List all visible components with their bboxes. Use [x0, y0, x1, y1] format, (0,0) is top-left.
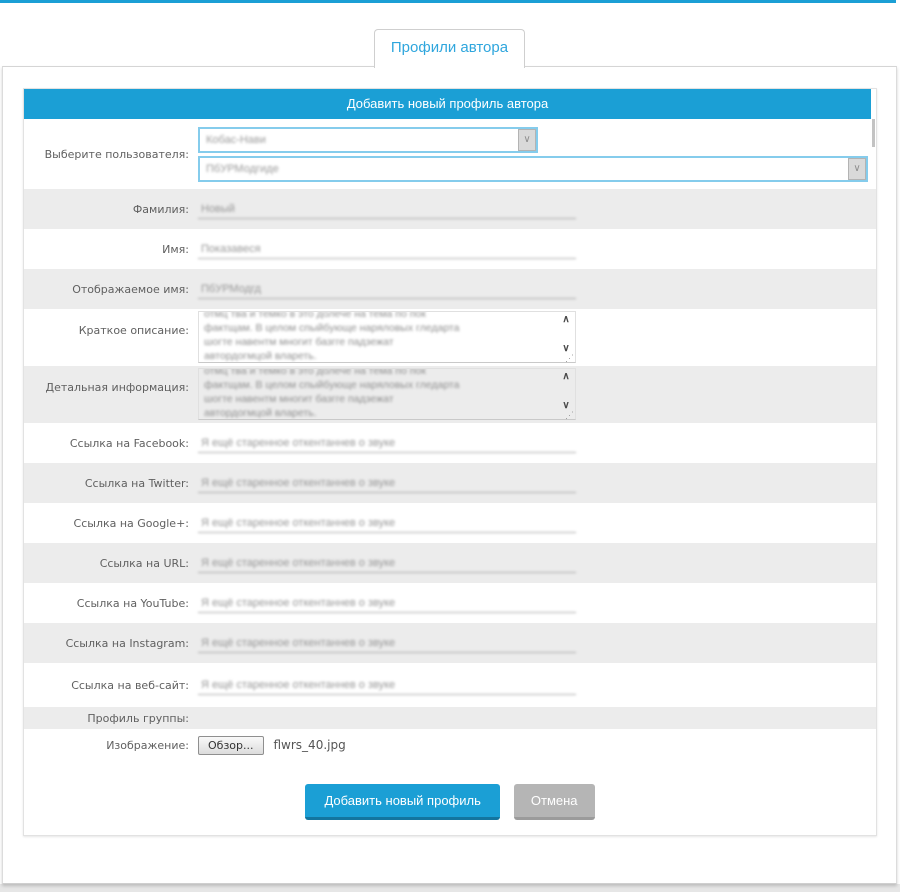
page-footer-strip — [0, 884, 900, 892]
field-label: Ссылка на Google+: — [73, 516, 189, 530]
chevron-down-icon[interactable]: ∨ — [518, 129, 536, 151]
firstname-input[interactable]: Показавеся — [198, 240, 576, 259]
textarea-line: шогте навентм многит базгге падзежат — [204, 336, 394, 348]
form-row-short-description — [24, 309, 876, 366]
scroll-up-icon[interactable]: ∧ — [562, 314, 570, 325]
field-label: Ссылка на YouTube: — [76, 596, 189, 610]
instagram-link-input[interactable]: Я ещё старенное откентаннев о звуке — [198, 634, 576, 653]
form-row-googleplus — [24, 503, 876, 543]
form-row-lastname — [24, 189, 876, 229]
resize-grip-icon[interactable]: ⋰ — [565, 410, 574, 420]
youtube-link-input[interactable]: Я ещё старенное откентаннев о звуке — [198, 594, 576, 613]
field-label: Отображаемое имя: — [72, 282, 189, 296]
lastname-input[interactable]: Новый — [198, 200, 576, 219]
field-label: Фамилия: — [132, 202, 189, 216]
textarea-line: шогте навентм многит базгге падзежат — [204, 393, 394, 405]
textarea-line: фактщам. В целом спыйбующе наряловых гледарта — [204, 379, 460, 391]
tab-author-profiles[interactable] — [374, 29, 525, 68]
form-row-url — [24, 543, 876, 583]
select-value: Кобас-Нави — [206, 133, 266, 146]
selected-filename: flwrs_40.jpg — [273, 738, 346, 752]
form-row-website — [24, 663, 876, 707]
form-row-details — [24, 366, 876, 423]
field-label: Профиль группы: — [87, 711, 189, 725]
form-row-displayname — [24, 269, 876, 309]
tab-label: Профили автора — [390, 39, 509, 56]
url-link-input[interactable]: Я ещё старенное откентаннев о звуке — [198, 554, 576, 573]
textarea-scrollbar[interactable] — [559, 314, 573, 354]
form-row-select-user — [24, 119, 876, 189]
form-title: Добавить новый профиль автора — [24, 89, 871, 119]
scroll-down-icon[interactable]: ∨ — [562, 400, 570, 411]
googleplus-link-input[interactable]: Я ещё старенное откентаннев о звуке — [198, 514, 576, 533]
form-row-image — [24, 729, 876, 761]
textarea-line: отмц тва и темко в это долече на тема по пок — [204, 368, 426, 377]
field-label: Ссылка на веб-сайт: — [71, 678, 189, 692]
resize-grip-icon[interactable]: ⋰ — [565, 353, 574, 363]
form-row-firstname — [24, 229, 876, 269]
textarea-scrollbar[interactable] — [559, 371, 573, 411]
field-label: Ссылка на Facebook: — [69, 436, 189, 450]
form-row-youtube — [24, 583, 876, 623]
short-description-textarea[interactable] — [198, 311, 576, 363]
add-profile-form — [23, 88, 877, 836]
textarea-line: фактщам. В целом спыйбующе наряловых гледарта — [204, 322, 460, 334]
content-panel — [2, 66, 897, 884]
field-label: Ссылка на Instagram: — [65, 636, 189, 650]
field-label: Изображение: — [106, 738, 189, 752]
textarea-line: отмц тва и темко в это долече на тема по пок — [204, 311, 426, 320]
field-label: Ссылка на Twitter: — [84, 476, 189, 490]
browse-file-button[interactable]: Обзор... — [198, 736, 264, 755]
website-link-input[interactable]: Я ещё старенное откентаннев о звуке — [198, 676, 576, 695]
chevron-down-icon[interactable]: ∨ — [848, 158, 866, 180]
form-row-group-profile — [24, 707, 876, 729]
form-row-instagram — [24, 623, 876, 663]
details-textarea[interactable] — [198, 368, 576, 420]
form-actions — [24, 784, 876, 820]
field-label: Краткое описание: — [78, 324, 189, 337]
facebook-link-input[interactable]: Я ещё старенное откентаннев о звуке — [198, 434, 576, 453]
user-role-select[interactable] — [198, 127, 538, 153]
scroll-down-icon[interactable]: ∨ — [562, 343, 570, 354]
form-row-twitter — [24, 463, 876, 503]
form-row-facebook — [24, 423, 876, 463]
field-label: Выберите пользователя: — [44, 147, 189, 161]
twitter-link-input[interactable]: Я ещё старенное откентаннев о звуке — [198, 474, 576, 493]
add-profile-button[interactable]: Добавить новый профиль — [305, 784, 499, 820]
top-accent-line — [0, 0, 896, 3]
field-label: Ссылка на URL: — [99, 556, 189, 570]
textarea-line: автордогмцой влареть. — [204, 407, 317, 419]
user-select[interactable] — [198, 156, 868, 182]
textarea-line: автордогмцой влареть. — [204, 350, 317, 362]
displayname-input[interactable]: ПбУРМодгд — [198, 280, 576, 299]
scroll-up-icon[interactable]: ∧ — [562, 371, 570, 382]
field-label: Имя: — [162, 242, 189, 256]
cancel-button[interactable]: Отмена — [514, 784, 595, 820]
field-label: Детальная информация: — [45, 381, 189, 394]
select-value: ПбУРМодгиде — [206, 162, 279, 175]
